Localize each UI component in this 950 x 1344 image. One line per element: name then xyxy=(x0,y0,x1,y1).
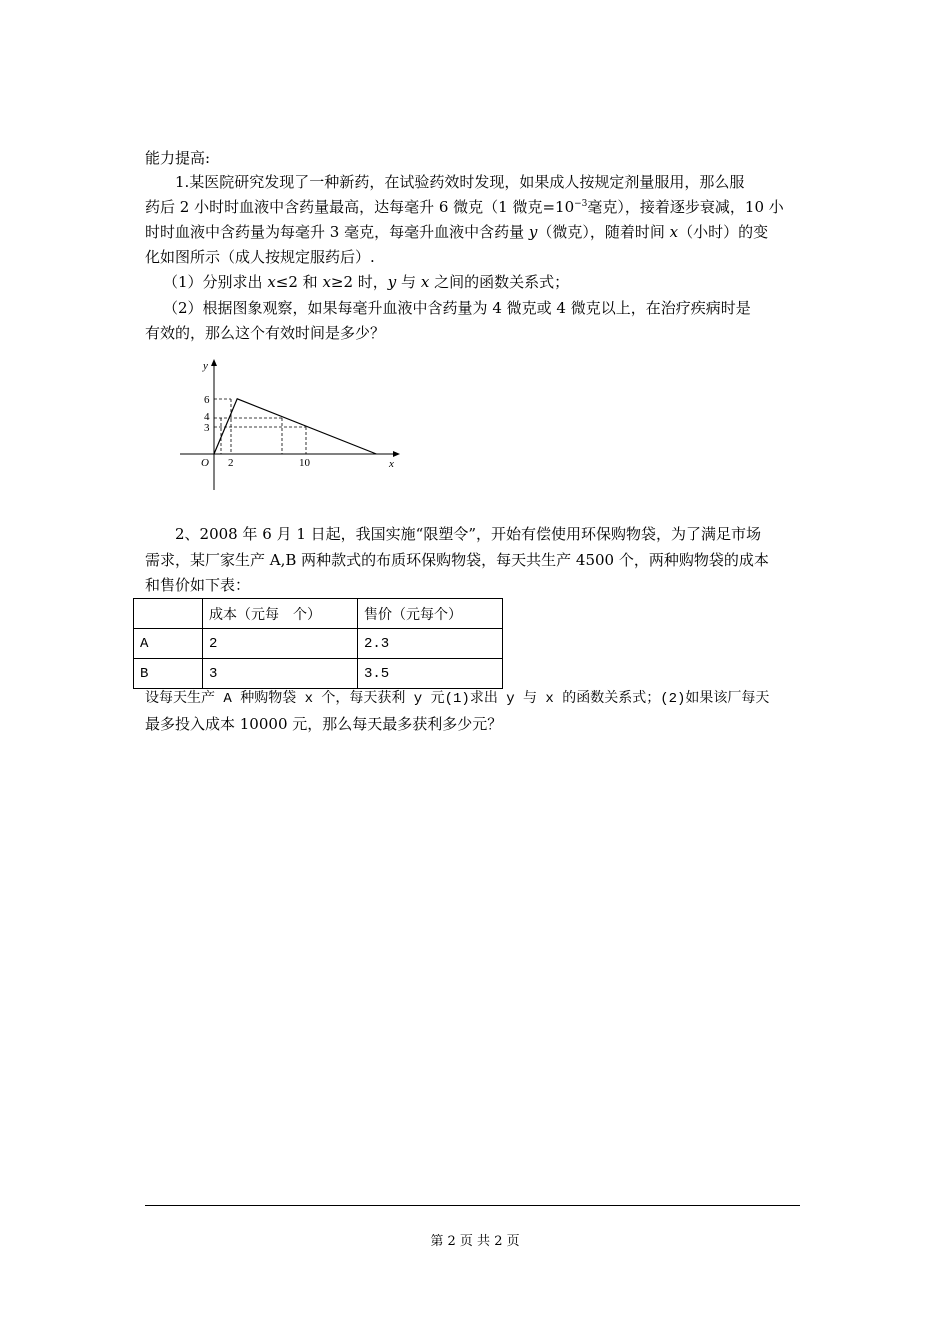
q1-line-3 xyxy=(145,220,768,244)
page-footer: 第 2 页 共 2 页 xyxy=(430,1234,520,1249)
q2-line-1: 2、2008 年 6 月 1 日起，我国实施“限塑令”，开始有偿使用环保购物袋，为了满足市场 xyxy=(175,525,761,543)
table-cell: 3.5 xyxy=(358,659,503,689)
footer-rule xyxy=(145,1205,800,1206)
q2-line-2: 需求，某厂家生产 A,B 两种款式的布质环保购物袋，每天共生产 4500 个，两种购物袋的成本 xyxy=(145,551,769,569)
table-cell: B xyxy=(134,659,203,689)
concentration-curve xyxy=(214,399,376,454)
var-x: x xyxy=(669,223,679,241)
q1-line-2b: 毫克），接着逐步衰减，10 小 xyxy=(587,198,784,216)
q1-part-2: （2）根据图象观察，如果每毫升血液中含药量为 4 微克或 4 微克以上，在治疗疾病时是 xyxy=(163,299,751,317)
table-header-cell: 成本（元每 个） xyxy=(203,599,358,629)
table-header-row xyxy=(134,599,503,629)
x-axis-arrow xyxy=(393,451,400,457)
q1-line-2a: 药后 2 小时时血液中含药量最高，达每毫升 6 微克（1 微克=10 xyxy=(145,198,575,216)
q1-part-2-cont: 有效的，那么这个有效时间是多少？ xyxy=(145,324,386,342)
table-cell: A xyxy=(134,629,203,659)
q2-line-3: 和售价如下表： xyxy=(145,576,251,594)
x-tick-10: 10 xyxy=(299,457,310,469)
var-y: y xyxy=(387,273,397,291)
q2-after-1: 设每天生产 A 种购物袋 x 个，每天获利 y 元(1)求出 y 与 x 的函数关系式；(2)如果该厂每天 xyxy=(145,691,770,707)
q1-line-3c: （小时）的变 xyxy=(678,223,769,241)
q2-after-2: 最多投入成本 10000 元，那么每天最多获利多少元？ xyxy=(145,715,503,733)
table-cell: 3 xyxy=(203,659,358,689)
x-axis-label: x xyxy=(389,458,394,470)
var-y: y xyxy=(528,223,538,241)
q1-exponent: −3 xyxy=(574,199,588,209)
table-header-cell: 售价（元每个） xyxy=(358,599,503,629)
table-row xyxy=(134,629,503,659)
cost-price-table xyxy=(133,598,503,689)
y-tick-6: 6 xyxy=(204,394,210,406)
var-x: x xyxy=(267,273,276,291)
section-heading: 能力提高: xyxy=(145,149,211,167)
q1-line-1: 1.某医院研究发现了一种新药，在试验药效时发现，如果成人按规定剂量服用，那么服 xyxy=(175,173,745,191)
p1c: ≥2 时， xyxy=(330,273,388,291)
y-axis-arrow xyxy=(211,359,217,366)
drug-concentration-graph xyxy=(175,352,405,494)
table-cell: 2.3 xyxy=(358,629,503,659)
table-header-cell xyxy=(134,599,203,629)
table-row xyxy=(134,659,503,689)
var-x: x xyxy=(322,273,331,291)
p1d: 与 xyxy=(396,273,421,291)
q1-line-3a: 时时血液中含药量为每毫升 3 毫克，每毫升血液中含药量 xyxy=(145,223,529,241)
var-x: x xyxy=(420,273,430,291)
p1e: 之间的函数关系式； xyxy=(429,273,570,291)
p1b: ≤2 和 xyxy=(275,273,323,291)
q1-line-2 xyxy=(145,195,784,219)
x-tick-2: 2 xyxy=(228,457,234,469)
origin-label: O xyxy=(201,457,209,469)
q1-line-3b: （微克），随着时间 xyxy=(537,223,670,241)
q1-line-4: 化如图所示（成人按规定服药后）. xyxy=(145,248,375,266)
y-axis-label: y xyxy=(203,360,208,372)
p1a: （1）分别求出 xyxy=(163,273,268,291)
q1-part-1 xyxy=(163,270,569,294)
table-cell: 2 xyxy=(203,629,358,659)
y-tick-3: 3 xyxy=(204,422,210,434)
y-tick-4: 4 xyxy=(204,411,210,423)
